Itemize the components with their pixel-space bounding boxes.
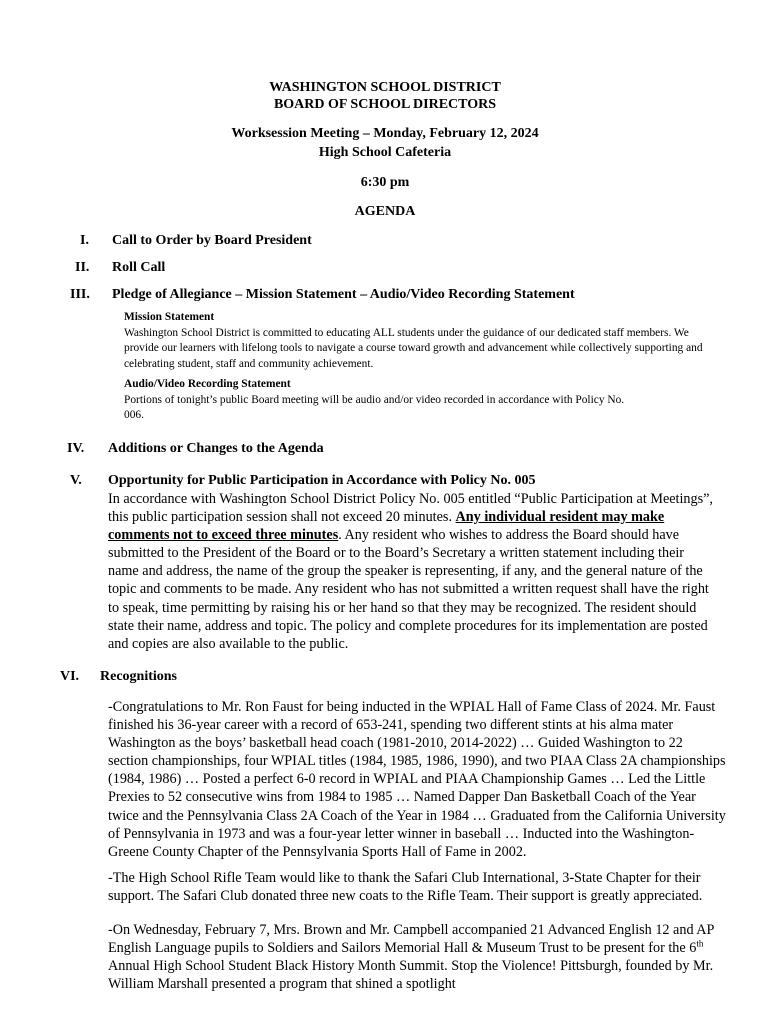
meeting-title: Worksession Meeting – Monday, February 12, 2024 (231, 126, 539, 141)
item-number: VI. (60, 669, 80, 684)
public-participation-emphasis: Any individual resident may make comments not to exceed three minutes (108, 509, 665, 544)
item-title-recognitions: Recognitions (100, 669, 177, 684)
item-title-roll-call: Roll Call (112, 260, 166, 275)
item-number: V. (70, 473, 82, 488)
av-heading: Audio/Video Recording Statement (124, 378, 291, 390)
mission-statement (124, 310, 714, 372)
recognition-faust: -Congratulations to Mr. Ron Faust for being inducted in the WPIAL Hall of Fame Class of 2024. Mr. Faust finished his 36-year career with a record of 653-241, spending two different stints at his alma mater Washington as the boys’ basketball head coach (1981-2010, 2014-2022) … Guided Washington to 22 section championships, four WPIAL titles (1984, 1985, 1986, 1990), and two PIAA Class 2A championships (1984, 1986) … Posted a perfect 6-0 record in WPIAL and PIAA Championship Games … Led the Little Prexies to 52 consecutive wins from 1984 to 1985 … Named Dapper Dan Basketball Coach of the Year twice and the Pennsylvania Class 2A Coach of the Year in 1984 … Graduated from the California University of Pennsylvania in 1973 and was a four-year letter winner in baseball … Inducted into the Washington-Greene County Chapter of the Pennsylvania Sports Hall of Fame in 2002. (108, 699, 726, 860)
recognition-rifle-team: -The High School Rifle Team would like to thank the Safari Club International, 3-State Chapter for their support. The Safari Club donated three new coats to the Rifle Team. Their support is greatly appreciated. (108, 870, 703, 905)
mission-text: Washington School District is committed to educating ALL students under the guidance of our dedicated staff members. We provide our learners with lifelong tools to navigate a course toward growth and advancement while collectively supporting and celebrating student, staff and community achievement. (124, 326, 703, 370)
board-name: BOARD OF SCHOOL DIRECTORS (273, 97, 497, 112)
item-title-public-participation: Opportunity for Public Participation in Accordance with Policy No. 005 (108, 473, 536, 488)
av-statement (124, 377, 634, 424)
public-participation-text: In accordance with Washington School District Policy No. 005 entitled “Public Participation at Meetings”, this public participation session shall not exceed 20 minutes. Any individual resident may make comments not to exceed three minutes. Any resident who wishes to address the Board should have submitted to the President of the Board or to the Board’s Secretary a written statement including their name and address, the name of the group the speaker is representing, if any, and the general nature of the topic and comments to be made. Any resident who has not submitted a written request shall have the right to speak, time permitting by raising his or her hand so that they may be recognized. The resident should state their name, address and topic. The policy and complete procedures for its implementation are posted and copies are also available to the public. (108, 491, 713, 652)
item-title-additions: Additions or Changes to the Agenda (108, 441, 324, 456)
item-number: II. (75, 260, 90, 275)
agenda-heading: AGENDA (354, 204, 416, 219)
district-name: WASHINGTON SCHOOL DISTRICT (269, 80, 501, 95)
meeting-location: High School Cafeteria (318, 145, 452, 160)
meeting-time: 6:30 pm (360, 175, 410, 190)
av-text: Portions of tonight’s public Board meeting will be audio and/or video recorded in accordance with Policy No. 006. (124, 393, 625, 421)
mission-heading: Mission Statement (124, 311, 215, 323)
item-title-pledge: Pledge of Allegiance – Mission Statement – Audio/Video Recording Statement (112, 287, 575, 302)
item-title-call-to-order: Call to Order by Board President (112, 233, 312, 248)
item-number: III. (70, 287, 90, 302)
item-number: IV. (67, 441, 85, 456)
recognition-summit: -On Wednesday, February 7, Mrs. Brown and Mr. Campbell accompanied 21 Advanced English 12 and AP English Language pupils to Soldiers and Sailors Memorial Hall & Museum Trust to be present for the 6th Annual High School Student Black History Month Summit. Stop the Violence! Pittsburgh, founded by Mr. William Marshall presented a program that shined a spotlight (108, 922, 714, 993)
item-number: I. (80, 233, 89, 248)
